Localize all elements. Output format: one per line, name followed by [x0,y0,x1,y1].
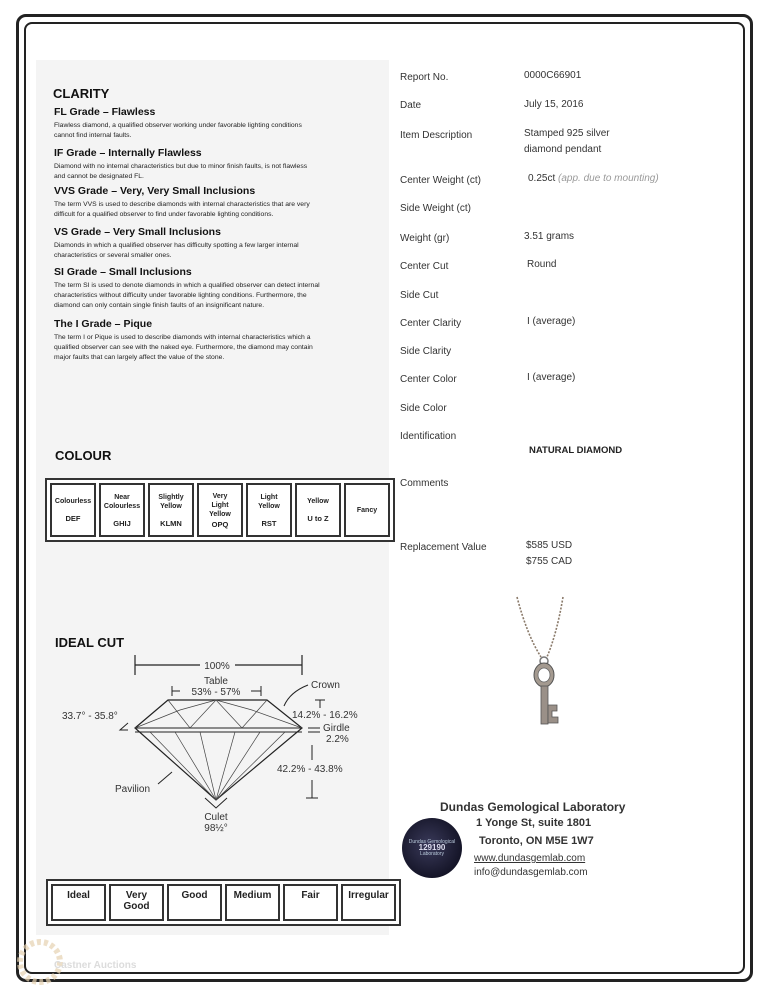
colour-cell-very-light-yellow: Very Light Yellow OPQ [197,483,243,537]
grade-text: characteristics without difficulty under favorable lighting conditions. Furthermore, the [54,292,307,299]
clarity-title: CLARITY [53,86,110,101]
grade-text: and cannot be designated FL. [54,173,144,180]
date-label: Date [400,100,422,111]
crown-angle-label: 33.7° - 35.8° [62,711,118,722]
table-range-label: 53% - 57% [191,687,241,698]
center-color-label: Center Color [400,374,457,385]
grade-text: difficult for a qualified observer to find under favorable lighting conditions. [54,211,274,218]
grade-text: The term I or Pique is used to describe diamonds with internal characteristics which a [54,334,311,341]
identification-value: NATURAL DIAMOND [529,445,623,456]
clarity-grade-vvs [54,185,354,220]
pavilion-label: Pavilion [115,784,151,795]
lab-email: info@dundasgemlab.com [474,867,588,878]
side-weight-label: Side Weight (ct) [400,203,471,214]
culet-label: Culet [204,812,228,823]
grade-heading: IF Grade – Internally Flawless [54,147,202,159]
lab-address-2: Toronto, ON M5E 1W7 [479,835,594,847]
center-cut-label: Center Cut [400,261,449,272]
pendant-photo [505,595,585,740]
ideal-cut-title: IDEAL CUT [55,635,125,650]
grade-heading: The I Grade – Pique [54,318,153,330]
colour-scale-table [45,478,395,542]
colour-cell-yellow: Yellow U to Z [295,483,341,537]
center-weight-note: (app. due to mounting) [558,173,659,184]
clarity-grade-fl [54,106,354,141]
lab-address-1: 1 Yonge St, suite 1801 [476,817,592,829]
comments-label: Comments [400,478,449,489]
grade-text: The term VVS is used to describe diamonds with internal characteristics that are very [54,201,310,208]
lab-name: Dundas Gemological Laboratory [440,800,626,814]
cut-grade-good: Good [167,884,222,921]
lab-seal-icon: Dundas Gemological 129190 Laboratory [402,818,462,878]
culet-value-label: 98½° [204,823,228,834]
diamond-cut-diagram [40,650,380,840]
colour-cell-fancy: Fancy [344,483,390,537]
grade-text: Flawless diamond, a qualified observer working under favorable lighting conditions [54,122,302,129]
item-description-value: Stamped 925 silver diamond pendant [524,128,610,155]
center-color-value: I (average) [527,372,576,383]
item-description-label: Item Description [400,130,473,141]
clarity-grade-i [54,318,354,363]
colour-cell-near-colourless: Near Colourless GHIJ [99,483,145,537]
watermark-text: Castner Auctions [54,960,137,971]
center-weight-label: Center Weight (ct) [400,175,481,186]
weight-gr-label: Weight (gr) [400,233,450,244]
girdle-value-label: 2.2% [326,734,349,745]
grade-text: major faults that can largely affect the value of the stone. [54,354,225,361]
grade-heading: SI Grade – Small Inclusions [54,266,192,278]
side-clarity-label: Side Clarity [400,346,452,357]
grade-text: Diamond with no internal characteristics but due to minor finish faults, is not flawless [54,163,308,170]
grade-text: The term SI is used to denote diamonds in which a qualified observer can detect internal [54,282,320,289]
cut-grade-table [46,879,401,926]
total-width-label: 100% [204,661,230,672]
crown-height-label: 14.2% - 16.2% [292,710,358,721]
grade-heading: FL Grade – Flawless [54,106,156,118]
cut-grade-very-good: Very Good [109,884,164,921]
replacement-value: $585 USD $755 CAD [526,540,573,567]
side-color-label: Side Color [400,403,447,414]
pavilion-depth-label: 42.2% - 43.8% [277,764,343,775]
colour-cell-light-yellow: Light Yellow RST [246,483,292,537]
colour-title: COLOUR [55,448,112,463]
cut-grade-ideal: Ideal [51,884,106,921]
cut-grade-fair: Fair [283,884,338,921]
grade-heading: VS Grade – Very Small Inclusions [54,226,221,238]
clarity-grade-vs [54,226,354,261]
center-clarity-label: Center Clarity [400,318,462,329]
grade-text: qualified observer can see with the naked eye. Furthermore, the diamond may contain [54,344,313,351]
table-label: Table [204,676,228,687]
crown-label: Crown [311,680,340,691]
side-cut-label: Side Cut [400,290,439,301]
colour-cell-colourless: Colourless DEF [50,483,96,537]
date-value: July 15, 2016 [524,99,584,110]
clarity-grade-if [54,147,354,182]
lab-website-link[interactable]: www.dundasgemlab.com [474,853,586,864]
grade-text: diamond can only contain single finish faults of an insignificant nature. [54,302,265,309]
center-clarity-value: I (average) [527,316,576,327]
colour-cell-slightly-yellow: Slightly Yellow KLMN [148,483,194,537]
girdle-label: Girdle [323,723,350,734]
report-no-value: 0000C66901 [524,70,582,81]
grade-heading: VVS Grade – Very, Very Small Inclusions [54,185,256,197]
grade-text: Diamonds in which a qualified observer has difficulty spotting a few larger internal [54,242,299,249]
report-no-label: Report No. [400,72,449,83]
grade-text: characteristics or several smaller ones. [54,252,172,259]
clarity-grade-si [54,266,354,311]
identification-label: Identification [400,431,457,442]
cut-grade-irregular: Irregular [341,884,396,921]
center-weight-value: 0.25ct (app. due to mounting) [528,173,659,184]
cut-grade-medium: Medium [225,884,280,921]
grade-text: cannot find internal faults. [54,132,132,139]
auction-watermark-logo [12,928,137,988]
replacement-value-label: Replacement Value [400,542,487,553]
weight-gr-value: 3.51 grams [524,231,575,242]
center-cut-value: Round [527,259,557,270]
